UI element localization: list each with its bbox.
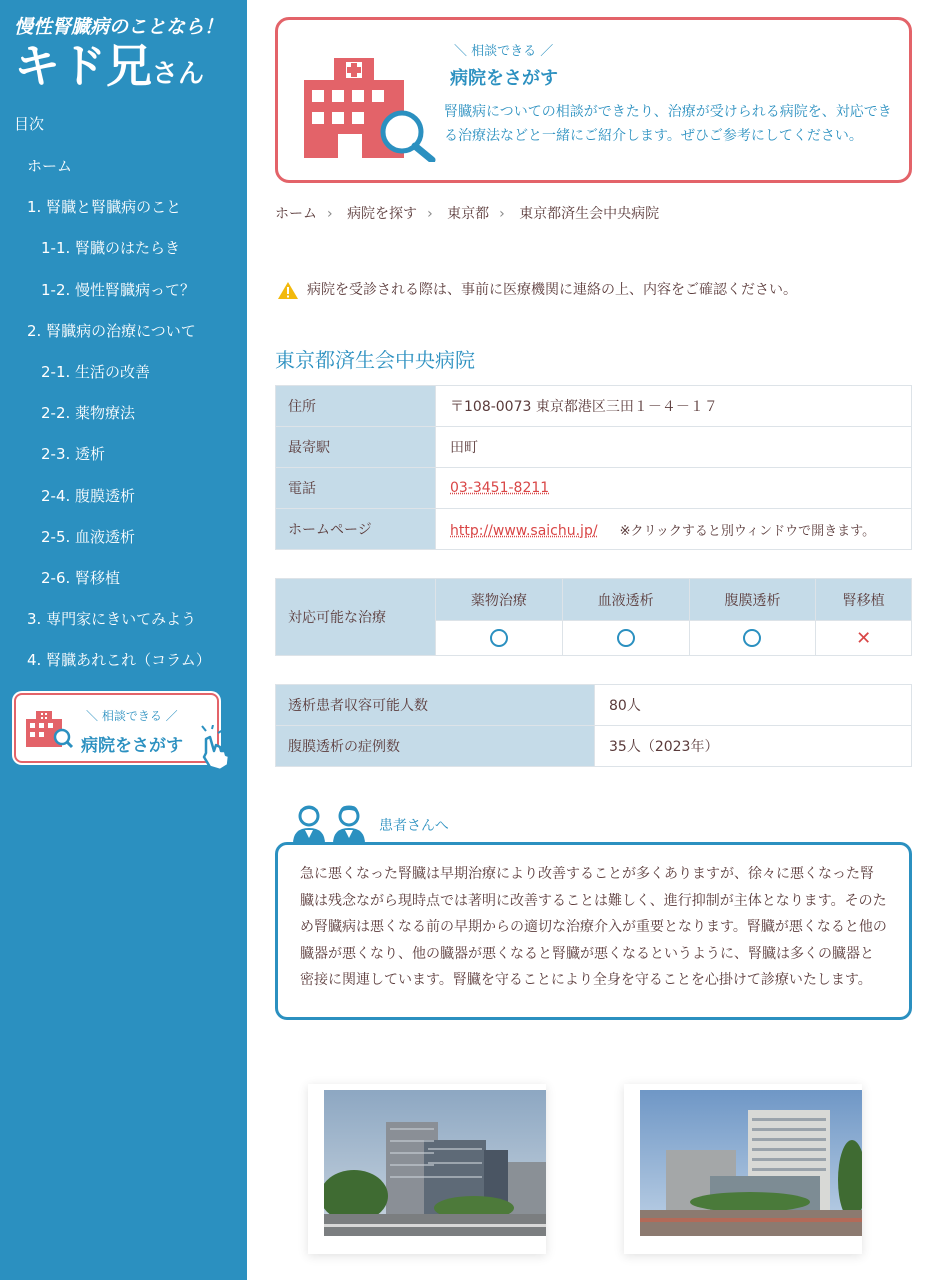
toc-item-treatment[interactable]: 2. 腎臓病の治療について (27, 321, 196, 340)
breadcrumb-current: 東京都済生会中央病院 (519, 206, 660, 222)
table-row (276, 685, 912, 726)
available-circle-icon (743, 629, 761, 647)
breadcrumb-search[interactable]: 病院を探す (347, 206, 418, 222)
treatment-col-transplant: 腎移植 (816, 579, 912, 621)
treatment-mark-cell (689, 621, 816, 656)
hospital-name: 東京都済生会中央病院 (275, 348, 475, 372)
station-value: 田町 (436, 427, 912, 468)
available-circle-icon (617, 629, 635, 647)
brand-tagline: 慢性腎臓病のことなら！ (14, 16, 224, 38)
breadcrumb (275, 203, 667, 223)
toc-item-dialysis[interactable]: 2-3. 透析 (41, 445, 106, 464)
toc-item-experts[interactable]: 3. 専門家にきいてみよう (27, 610, 197, 629)
pd-cases-value: 35人（2023年） (595, 726, 912, 767)
pd-cases-label: 腹膜透析の症例数 (276, 726, 595, 767)
toc-item-transplant[interactable]: 2-6. 腎移植 (41, 568, 121, 587)
address-label: 住所 (276, 386, 436, 427)
table-row (276, 726, 912, 767)
hospital-photo-2[interactable] (624, 1084, 862, 1254)
breadcrumb-home[interactable]: ホーム (275, 206, 317, 222)
capacity-value: 80人 (595, 685, 912, 726)
notice-text: 病院を受診される際は、事前に医療機関に連絡の上、内容をご確認ください。 (307, 282, 797, 298)
treatment-mark-cell (436, 621, 563, 656)
find-hospital-banner[interactable] (14, 693, 219, 763)
toc-item-kidney-function[interactable]: 1-1. 腎臓のはたらき (41, 239, 181, 258)
phone-label: 電話 (276, 468, 436, 509)
treatment-col-hemodialysis: 血液透析 (562, 579, 689, 621)
hero-title: 病院をさがす (450, 68, 558, 89)
brand-main: キド兄 (14, 39, 152, 93)
homepage-label: ホームページ (276, 509, 436, 550)
toc-list (0, 146, 247, 681)
toc-item-ckd[interactable]: 1-2. 慢性腎臓病って？ (41, 280, 196, 299)
count-table (275, 684, 912, 767)
breadcrumb-chevron-icon: › (427, 206, 433, 222)
table-row (276, 386, 912, 427)
hospital-building-photo (640, 1090, 862, 1236)
pointing-hand-icon (198, 725, 232, 771)
phone-link[interactable]: 03-3451-8211 (450, 480, 550, 496)
hospital-icon (24, 705, 74, 749)
breadcrumb-prefecture[interactable]: 東京都 (447, 206, 490, 222)
toc-item-column[interactable]: 4. 腎臓あれこれ（コラム） (27, 651, 211, 670)
notice (277, 279, 797, 300)
table-row (276, 509, 912, 550)
homepage-note: ※クリックすると別ウィンドウで開きます。 (619, 523, 876, 539)
hospital-search-icon (298, 40, 438, 162)
brand-name (14, 39, 223, 93)
breadcrumb-chevron-icon: › (327, 206, 333, 222)
breadcrumb-chevron-icon: › (499, 206, 505, 222)
capacity-label: 透析患者収容可能人数 (276, 685, 595, 726)
toc-item-kidney[interactable]: 1. 腎臓と腎臓病のこと (27, 198, 182, 217)
station-label: 最寄駅 (276, 427, 436, 468)
treatment-row-label: 対応可能な治療 (276, 579, 436, 656)
banner-small-text: ＼ 相談できる ／ (86, 709, 178, 723)
treatment-mark-cell (816, 621, 912, 656)
hero-description: 腎臓病についての相談ができたり、治療が受けられる病院を、対応できる治療法などと一緒にご紹介します。ぜひご参考にしてください。 (444, 104, 892, 144)
available-circle-icon (490, 629, 508, 647)
toc-title: 目次 (14, 115, 45, 133)
hero-small-text: ＼ 相談できる ／ (454, 44, 554, 59)
table-row (276, 468, 912, 509)
patient-message: 急に悪くなった腎臓は早期治療により改善することが多くありますが、徐々に悪くなった腎臓は残念ながら現時点では著明に改善することは難しく、進行抑制が主体となります。そのため腎臓病は悪くなる前の早期からの適切な治療介入が重要となります。腎臓が悪くなると他の臓器が悪くなり、他の臓器が悪くなると腎臓が悪くなるというように、腎臓は多くの臓器と密接に関連しています。腎臓を守ることにより全身を守ることを心掛けて診療いたします。 (275, 842, 912, 1020)
hospital-info-table (275, 385, 912, 550)
find-hospital-hero[interactable] (275, 17, 912, 183)
unavailable-cross-icon: ✕ (856, 627, 872, 649)
treatment-col-medication: 薬物治療 (436, 579, 563, 621)
toc-item-medication[interactable]: 2-2. 薬物療法 (41, 404, 136, 423)
toc-item-hemodialysis[interactable]: 2-5. 血液透析 (41, 527, 136, 546)
toc-item-lifestyle[interactable]: 2-1. 生活の改善 (41, 362, 151, 381)
hospital-photo-1[interactable] (308, 1084, 546, 1254)
doctors-icon (291, 804, 371, 844)
homepage-cell (436, 509, 912, 550)
treatment-table (275, 578, 912, 656)
table-row (276, 427, 912, 468)
phone-cell (436, 468, 912, 509)
toc-item-home[interactable]: ホーム (27, 157, 73, 175)
sidebar (0, 0, 247, 1280)
table-row (276, 579, 912, 621)
treatment-mark-cell (562, 621, 689, 656)
patient-message-label: 患者さんへ (379, 818, 449, 834)
toc-item-peritoneal[interactable]: 2-4. 腹膜透析 (41, 486, 136, 505)
warning-icon (277, 281, 299, 300)
banner-big-text: 病院をさがす (81, 736, 183, 756)
site-logo[interactable] (14, 12, 224, 93)
address-value: 〒108-0073 東京都港区三田１－４－１７ (436, 386, 912, 427)
homepage-link[interactable]: http://www.saichu.jp/ (450, 522, 598, 539)
brand-suffix: さん (152, 59, 205, 89)
treatment-col-peritoneal: 腹膜透析 (689, 579, 816, 621)
hospital-building-photo (324, 1090, 546, 1236)
